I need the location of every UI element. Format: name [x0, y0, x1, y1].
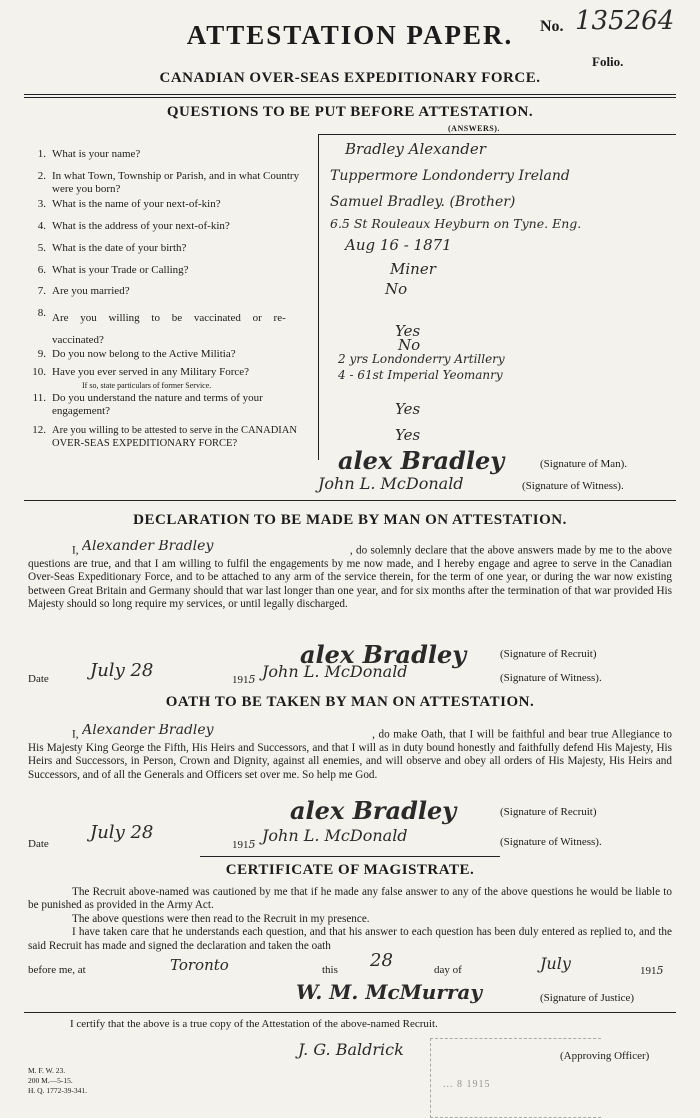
question-number: 5. [37, 242, 46, 254]
magistrate-paragraph-3: I have taken care that he understands each question, and that his answer to each question has been duly entered as replied to, and the said Recruit has made and signed the declaration and taken the oath [28, 926, 672, 952]
attestation-place: Toronto [170, 956, 229, 974]
signature-approving-officer: J. G. Baldrick [298, 1040, 404, 1059]
question-number: 10. [32, 366, 46, 378]
declaration-year-prefix: 191 [232, 674, 249, 686]
question-number: 2. [37, 170, 46, 182]
this-label: this [322, 964, 338, 976]
regimental-number: 135264 [575, 6, 675, 36]
declaration-signature-witness: John L. McDonald [262, 662, 408, 681]
question-number: 6. [37, 264, 46, 276]
signature-man: alex Bradley [338, 446, 505, 475]
question-text: Are you married? [52, 285, 130, 297]
declaration-body: , do solemnly declare that the above answers made by me to the above questions are true, and that I am willing to fulfil the engagements by me now made, and I hereby engage and agree to serve in the Canadian Over-Seas Expeditionary Force, and to be attached to any arm of the service therein, for the term of one year, or during the war now existing between Great Britain and Germany should that war last longer than one year, and for six months after the termination of that war provided His Majesty should so long require my services, or until legally discharged. [28, 544, 672, 611]
oath-year-suffix: 5 [248, 838, 256, 851]
divider [318, 134, 676, 135]
print-run: 200 M.—5-15. [28, 1076, 73, 1085]
answer-vaccinated: Yes [395, 322, 421, 340]
footer-codes [28, 1066, 87, 1096]
document-subtitle: CANADIAN OVER-SEAS EXPEDITIONARY FORCE. [159, 70, 541, 86]
magistrate-paragraph-2: The above questions were then read to the Recruit in my presence. [72, 912, 370, 925]
answer-understand: Yes [395, 400, 421, 418]
divider [24, 500, 676, 501]
answer-service-2: 4 - 61st Imperial Yeomanry [338, 368, 503, 382]
folio-label: Folio. [592, 54, 624, 69]
question-text: Do you understand the nature and terms of your engagement? [52, 392, 263, 417]
answer-willing: Yes [395, 426, 421, 444]
declaration-prefix: I, [72, 544, 79, 557]
oath-signature-witness-label: (Signature of Witness). [500, 836, 602, 848]
question-text: What is the date of your birth? [52, 242, 187, 254]
form-code: M. F. W. 23. [28, 1066, 66, 1075]
declaration-year [232, 673, 256, 686]
declaration-recruit-name: Alexander Bradley [81, 540, 214, 554]
answer-service: 2 yrs Londonderry Artillery [338, 352, 505, 366]
answer-militia: No [398, 336, 421, 354]
question-text [52, 366, 320, 392]
document-title: ATTESTATION PAPER. [186, 20, 514, 50]
archive-stamp [430, 1038, 601, 1118]
attestation-month: July [540, 954, 571, 973]
divider [200, 856, 500, 857]
signature-witness: John L. McDonald [318, 474, 464, 493]
answer-kin-address: 6.5 St Rouleaux Heyburn on Tyne. Eng. [330, 216, 582, 231]
divider [24, 1012, 676, 1013]
question-text: In what Town, Township or Parish, and in what Country were you born? [52, 170, 300, 195]
day-of-label: day of [434, 964, 462, 976]
magistrate-text [28, 886, 672, 953]
declaration-signature-recruit: alex Bradley [300, 640, 467, 669]
attestation-day: 28 [370, 950, 393, 971]
magistrate-heading: CERTIFICATE OF MAGISTRATE. [225, 862, 475, 878]
question-text-main: Have you ever served in any Military Force? [52, 366, 250, 378]
magistrate-year-prefix: 191 [640, 965, 657, 977]
before-me-label: before me, at [28, 964, 86, 976]
declaration-date-label: Date [28, 673, 49, 685]
regimental-number-label: No. [540, 18, 564, 35]
oath-date: July 28 [90, 822, 154, 843]
oath-signature-witness: John L. McDonald [262, 826, 408, 845]
answers-label: (ANSWERS). [448, 124, 500, 133]
oath-text [28, 724, 672, 782]
declaration-text [28, 540, 672, 611]
divider [24, 94, 676, 95]
question-number: 4. [37, 220, 46, 232]
declaration-year-suffix: 5 [248, 673, 256, 686]
oath-year-prefix: 191 [232, 839, 249, 851]
declaration-date: July 28 [90, 660, 154, 681]
signature-justice-label: (Signature of Justice) [540, 992, 635, 1004]
oath-signature-recruit-label: (Signature of Recruit) [500, 806, 597, 818]
answer-trade: Miner [390, 260, 436, 278]
question-text: What is your Trade or Calling? [52, 264, 189, 276]
signature-justice: W. M. McMurray [296, 980, 482, 1004]
magistrate-year [640, 964, 664, 977]
question-number: 9. [37, 348, 46, 360]
question-text: Are you willing to be vaccinated or re-vaccinated? [52, 312, 286, 346]
hq-code: H. Q. 1772-39-341. [28, 1086, 87, 1095]
oath-heading: OATH TO BE TAKEN BY MAN ON ATTESTATION. [165, 694, 535, 710]
magistrate-year-suffix: 5 [656, 964, 664, 977]
certify-text: I certify that the above is a true copy of the Attestation of the above-named Recruit. [70, 1018, 438, 1030]
question-number: 12. [32, 424, 46, 436]
answer-name: Bradley Alexander [345, 140, 486, 158]
declaration-signature-witness-label: (Signature of Witness). [500, 672, 602, 684]
question-number: 8. [37, 307, 46, 319]
oath-date-label: Date [28, 838, 49, 850]
question-text: What is the address of your next-of-kin? [52, 220, 230, 232]
question-number: 11. [32, 392, 46, 404]
questions-heading: QUESTIONS TO BE PUT BEFORE ATTESTATION. [166, 104, 534, 120]
question-text: What is your name? [52, 148, 141, 160]
question-text: Are you willing to be attested to serve in the CANADIAN OVER-SEAS EXPEDITIONARY FORCE? [52, 425, 297, 449]
question-text: What is the name of your next-of-kin? [52, 198, 221, 210]
question-number: 3. [37, 198, 46, 210]
question-number: 1. [37, 148, 46, 160]
answer-birth-date: Aug 16 - 1871 [345, 236, 452, 254]
stamp-date: ... 8 1915 [443, 1079, 491, 1090]
declaration-signature-recruit-label: (Signature of Recruit) [500, 648, 597, 660]
divider [24, 97, 676, 98]
oath-body: , do make Oath, that I will be faithful and bear true Allegiance to His Majesty King George the Fifth, His Heirs and Successors, and that I will as in duty bound honestly and faithfully defend His Majesty, His Heirs and Successors, in Person, Crown and Dignity, against all enemies, and will observe and obey all orders of His Majesty, His Heirs and Successors, and of all the Generals and Officers set over me. So help me God. [28, 728, 673, 781]
magistrate-paragraph-1: The Recruit above-named was cautioned by me that if he made any false answer to any of the above questions he would be liable to be punished as provided in the Army Act. [28, 886, 672, 912]
question-text: Do you now belong to the Active Militia? [52, 348, 236, 360]
oath-year [232, 838, 256, 851]
oath-recruit-name: Alexander Bradley [82, 724, 214, 738]
question-note: If so, state particulars of former Service. [82, 381, 212, 390]
question-number: 7. [37, 285, 46, 297]
declaration-heading: DECLARATION TO BE MADE BY MAN ON ATTESTATION. [133, 512, 567, 528]
oath-signature-recruit: alex Bradley [290, 796, 457, 825]
approving-officer-label: (Approving Officer) [560, 1050, 650, 1062]
answer-next-of-kin: Samuel Bradley. (Brother) [330, 194, 516, 210]
answer-birthplace: Tuppermore Londonderry Ireland [330, 168, 570, 184]
signature-man-label: (Signature of Man). [540, 458, 628, 470]
oath-prefix: I, [72, 728, 79, 741]
signature-witness-label: (Signature of Witness). [522, 480, 624, 492]
answer-married: No [385, 280, 408, 298]
